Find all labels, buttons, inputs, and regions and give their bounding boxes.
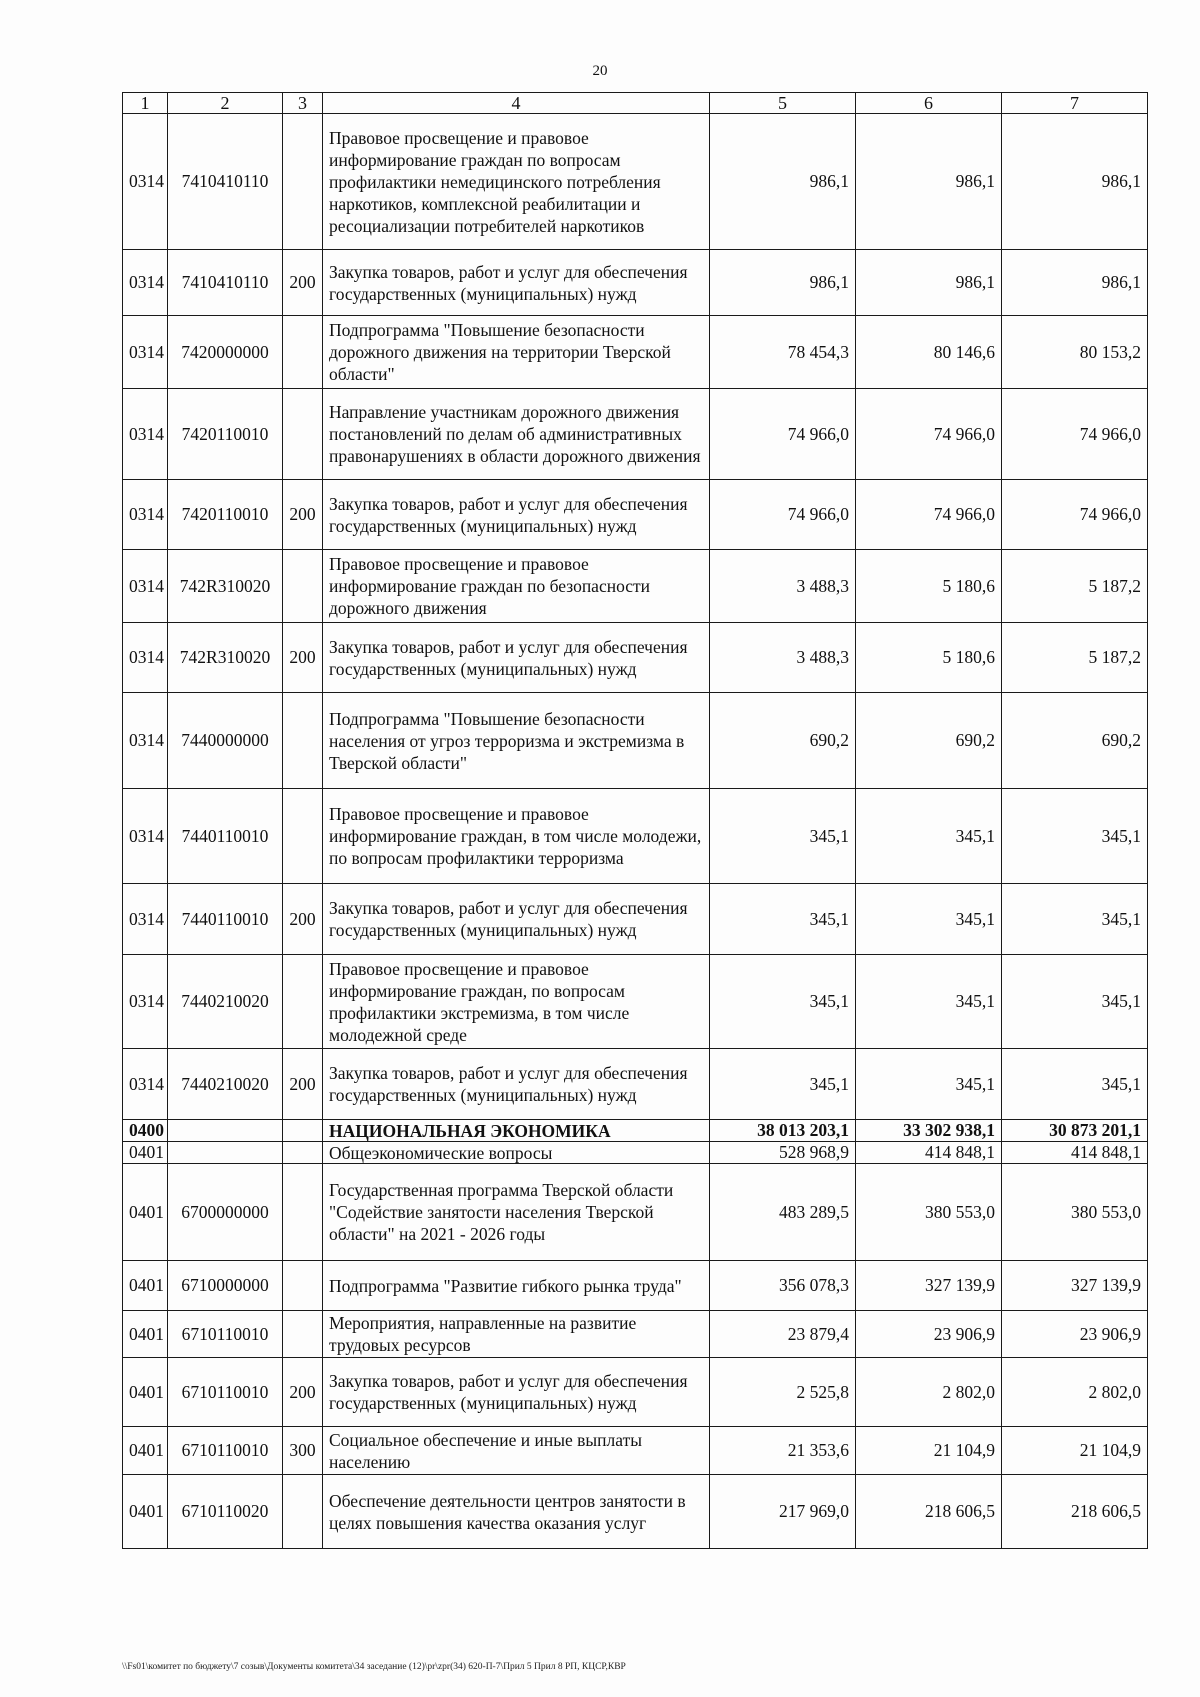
expense-type-cell: 300: [283, 1427, 323, 1475]
target-article-cell: 7420000000: [168, 316, 283, 389]
section-code-cell: 0314: [123, 114, 168, 250]
table-header-row: [123, 93, 1148, 114]
target-article-cell: 6710000000: [168, 1261, 283, 1311]
column-header: 3: [283, 93, 323, 114]
amount-col7-cell: 345,1: [1002, 884, 1148, 955]
table-row: [123, 955, 1148, 1049]
description-cell: Правовое просвещение и правовое информирование граждан по безопасности дорожного движения: [323, 550, 710, 623]
amount-col5-cell: 345,1: [710, 1049, 856, 1120]
amount-col5-cell: 74 966,0: [710, 389, 856, 480]
column-header: 5: [710, 93, 856, 114]
target-article-cell: 7440000000: [168, 693, 283, 789]
section-code-cell: 0314: [123, 623, 168, 693]
description-cell: Подпрограмма "Повышение безопасности дорожного движения на территории Тверской области": [323, 316, 710, 389]
expense-type-cell: [283, 1261, 323, 1311]
section-code-cell: 0314: [123, 1049, 168, 1120]
description-cell: Обеспечение деятельности центров занятости в целях повышения качества оказания услуг: [323, 1475, 710, 1549]
amount-col6-cell: 986,1: [856, 114, 1002, 250]
amount-col6-cell: 345,1: [856, 955, 1002, 1049]
amount-col6-cell: 21 104,9: [856, 1427, 1002, 1475]
table-row: [123, 1427, 1148, 1475]
expense-type-cell: [283, 693, 323, 789]
section-code-cell: 0401: [123, 1164, 168, 1261]
amount-col5-cell: 356 078,3: [710, 1261, 856, 1311]
amount-col7-cell: 380 553,0: [1002, 1164, 1148, 1261]
table-row: [123, 1142, 1148, 1164]
expense-type-cell: 200: [283, 884, 323, 955]
target-article-cell: 7440110010: [168, 884, 283, 955]
amount-col6-cell: 5 180,6: [856, 550, 1002, 623]
section-code-cell: 0314: [123, 480, 168, 550]
target-article-cell: 6710110010: [168, 1427, 283, 1475]
description-cell: Закупка товаров, работ и услуг для обеспечения государственных (муниципальных) нужд: [323, 1049, 710, 1120]
amount-col5-cell: 21 353,6: [710, 1427, 856, 1475]
file-path-footer: \\Fs01\комитет по бюджету\7 созыв\Документы комитета\34 заседание (12)\pr\zpr(34) 620-П-7\Прил 5 Прил 8 РП, КЦСР,КВР: [122, 1662, 626, 1672]
amount-col7-cell: 414 848,1: [1002, 1142, 1148, 1164]
table-row: [123, 480, 1148, 550]
description-cell: Правовое просвещение и правовое информирование граждан, по вопросам профилактики экстремизма, в том числе молодежной среде: [323, 955, 710, 1049]
page-number: 20: [592, 63, 608, 79]
section-code-cell: 0401: [123, 1261, 168, 1311]
amount-col5-cell: 217 969,0: [710, 1475, 856, 1549]
section-total-row: [123, 1120, 1148, 1142]
amount-col7-cell: 345,1: [1002, 789, 1148, 884]
description-cell: Правовое просвещение и правовое информирование граждан, в том числе молодежи, по вопросам профилактики терроризма: [323, 789, 710, 884]
amount-col7-cell: 74 966,0: [1002, 389, 1148, 480]
section-code-cell: 0400: [123, 1120, 168, 1142]
amount-col7-cell: 30 873 201,1: [1002, 1120, 1148, 1142]
amount-col7-cell: 986,1: [1002, 114, 1148, 250]
section-code-cell: 0314: [123, 389, 168, 480]
section-code-cell: 0314: [123, 955, 168, 1049]
section-code-cell: 0401: [123, 1427, 168, 1475]
expense-type-cell: [283, 316, 323, 389]
section-code-cell: 0314: [123, 789, 168, 884]
expense-type-cell: [283, 1142, 323, 1164]
section-code-cell: 0401: [123, 1311, 168, 1358]
amount-col5-cell: 3 488,3: [710, 550, 856, 623]
table-row: [123, 550, 1148, 623]
amount-col5-cell: 23 879,4: [710, 1311, 856, 1358]
column-header: 1: [123, 93, 168, 114]
expense-type-cell: 200: [283, 1049, 323, 1120]
amount-col6-cell: 80 146,6: [856, 316, 1002, 389]
amount-col5-cell: 690,2: [710, 693, 856, 789]
amount-col7-cell: 21 104,9: [1002, 1427, 1148, 1475]
section-code-cell: 0401: [123, 1142, 168, 1164]
table-row: [123, 114, 1148, 250]
description-cell: Направление участникам дорожного движения постановлений по делам об административных правонарушениях в области дорожного движения: [323, 389, 710, 480]
table-row: [123, 389, 1148, 480]
amount-col5-cell: 483 289,5: [710, 1164, 856, 1261]
target-article-cell: [168, 1142, 283, 1164]
expense-type-cell: [283, 550, 323, 623]
description-cell: Подпрограмма "Повышение безопасности населения от угроз терроризма и экстремизма в Тверской области": [323, 693, 710, 789]
expense-type-cell: [283, 1164, 323, 1261]
expense-type-cell: 200: [283, 480, 323, 550]
description-cell: Закупка товаров, работ и услуг для обеспечения государственных (муниципальных) нужд: [323, 480, 710, 550]
section-code-cell: 0314: [123, 884, 168, 955]
description-cell: Общеэкономические вопросы: [323, 1142, 710, 1164]
description-cell: Закупка товаров, работ и услуг для обеспечения государственных (муниципальных) нужд: [323, 1358, 710, 1427]
expense-type-cell: 200: [283, 1358, 323, 1427]
amount-col5-cell: 78 454,3: [710, 316, 856, 389]
amount-col7-cell: 986,1: [1002, 250, 1148, 316]
expense-type-cell: [283, 1120, 323, 1142]
amount-col6-cell: 74 966,0: [856, 389, 1002, 480]
description-cell: Закупка товаров, работ и услуг для обеспечения государственных (муниципальных) нужд: [323, 623, 710, 693]
description-cell: Подпрограмма "Развитие гибкого рынка труда": [323, 1261, 710, 1311]
amount-col5-cell: 3 488,3: [710, 623, 856, 693]
target-article-cell: 6710110010: [168, 1311, 283, 1358]
amount-col6-cell: 345,1: [856, 884, 1002, 955]
amount-col7-cell: 23 906,9: [1002, 1311, 1148, 1358]
amount-col7-cell: 345,1: [1002, 1049, 1148, 1120]
amount-col7-cell: 690,2: [1002, 693, 1148, 789]
amount-col7-cell: 5 187,2: [1002, 623, 1148, 693]
column-header: 7: [1002, 93, 1148, 114]
table-row: [123, 884, 1148, 955]
table-row: [123, 693, 1148, 789]
amount-col5-cell: 2 525,8: [710, 1358, 856, 1427]
amount-col5-cell: 528 968,9: [710, 1142, 856, 1164]
amount-col7-cell: 2 802,0: [1002, 1358, 1148, 1427]
table-row: [123, 1358, 1148, 1427]
table-row: [123, 1475, 1148, 1549]
section-code-cell: 0314: [123, 693, 168, 789]
section-code-cell: 0314: [123, 550, 168, 623]
table-row: [123, 623, 1148, 693]
target-article-cell: [168, 1120, 283, 1142]
amount-col5-cell: 38 013 203,1: [710, 1120, 856, 1142]
amount-col6-cell: 345,1: [856, 1049, 1002, 1120]
target-article-cell: 7410410110: [168, 250, 283, 316]
amount-col6-cell: 74 966,0: [856, 480, 1002, 550]
amount-col6-cell: 414 848,1: [856, 1142, 1002, 1164]
table-row: [123, 250, 1148, 316]
amount-col5-cell: 74 966,0: [710, 480, 856, 550]
budget-table: [122, 92, 1148, 1549]
amount-col6-cell: 218 606,5: [856, 1475, 1002, 1549]
target-article-cell: 7420110010: [168, 389, 283, 480]
amount-col7-cell: 218 606,5: [1002, 1475, 1148, 1549]
target-article-cell: 7440110010: [168, 789, 283, 884]
description-cell: Мероприятия, направленные на развитие трудовых ресурсов: [323, 1311, 710, 1358]
column-header: 6: [856, 93, 1002, 114]
expense-type-cell: [283, 114, 323, 250]
amount-col6-cell: 345,1: [856, 789, 1002, 884]
expense-type-cell: [283, 955, 323, 1049]
expense-type-cell: [283, 789, 323, 884]
column-header: 4: [323, 93, 710, 114]
expense-type-cell: 200: [283, 623, 323, 693]
amount-col7-cell: 80 153,2: [1002, 316, 1148, 389]
target-article-cell: 6710110010: [168, 1358, 283, 1427]
table-row: [123, 316, 1148, 389]
table-row: [123, 1049, 1148, 1120]
target-article-cell: 742R310020: [168, 550, 283, 623]
section-code-cell: 0314: [123, 250, 168, 316]
amount-col6-cell: 690,2: [856, 693, 1002, 789]
description-cell: Правовое просвещение и правовое информирование граждан по вопросам профилактики немедицинского потребления наркотиков, комплексной реабилитации и ресоциализации потребителей наркотиков: [323, 114, 710, 250]
amount-col6-cell: 2 802,0: [856, 1358, 1002, 1427]
amount-col5-cell: 986,1: [710, 114, 856, 250]
amount-col7-cell: 327 139,9: [1002, 1261, 1148, 1311]
amount-col5-cell: 986,1: [710, 250, 856, 316]
expense-type-cell: [283, 389, 323, 480]
target-article-cell: 6710110020: [168, 1475, 283, 1549]
section-code-cell: 0401: [123, 1358, 168, 1427]
amount-col6-cell: 33 302 938,1: [856, 1120, 1002, 1142]
amount-col5-cell: 345,1: [710, 789, 856, 884]
table-row: [123, 1164, 1148, 1261]
amount-col7-cell: 345,1: [1002, 955, 1148, 1049]
target-article-cell: 7420110010: [168, 480, 283, 550]
expense-type-cell: [283, 1311, 323, 1358]
table-row: [123, 789, 1148, 884]
section-code-cell: 0314: [123, 316, 168, 389]
expense-type-cell: [283, 1475, 323, 1549]
amount-col7-cell: 74 966,0: [1002, 480, 1148, 550]
amount-col6-cell: 5 180,6: [856, 623, 1002, 693]
amount-col5-cell: 345,1: [710, 955, 856, 1049]
description-cell: НАЦИОНАЛЬНАЯ ЭКОНОМИКА: [323, 1120, 710, 1142]
amount-col7-cell: 5 187,2: [1002, 550, 1148, 623]
description-cell: Государственная программа Тверской области "Содействие занятости населения Тверской области" на 2021 - 2026 годы: [323, 1164, 710, 1261]
table-row: [123, 1261, 1148, 1311]
description-cell: Закупка товаров, работ и услуг для обеспечения государственных (муниципальных) нужд: [323, 884, 710, 955]
target-article-cell: 7440210020: [168, 1049, 283, 1120]
section-code-cell: 0401: [123, 1475, 168, 1549]
target-article-cell: 6700000000: [168, 1164, 283, 1261]
amount-col6-cell: 380 553,0: [856, 1164, 1002, 1261]
column-header: 2: [168, 93, 283, 114]
table-row: [123, 1311, 1148, 1358]
description-cell: Закупка товаров, работ и услуг для обеспечения государственных (муниципальных) нужд: [323, 250, 710, 316]
amount-col6-cell: 327 139,9: [856, 1261, 1002, 1311]
description-cell: Социальное обеспечение и иные выплаты населению: [323, 1427, 710, 1475]
target-article-cell: 742R310020: [168, 623, 283, 693]
expense-type-cell: 200: [283, 250, 323, 316]
amount-col6-cell: 986,1: [856, 250, 1002, 316]
amount-col6-cell: 23 906,9: [856, 1311, 1002, 1358]
target-article-cell: 7440210020: [168, 955, 283, 1049]
amount-col5-cell: 345,1: [710, 884, 856, 955]
target-article-cell: 7410410110: [168, 114, 283, 250]
